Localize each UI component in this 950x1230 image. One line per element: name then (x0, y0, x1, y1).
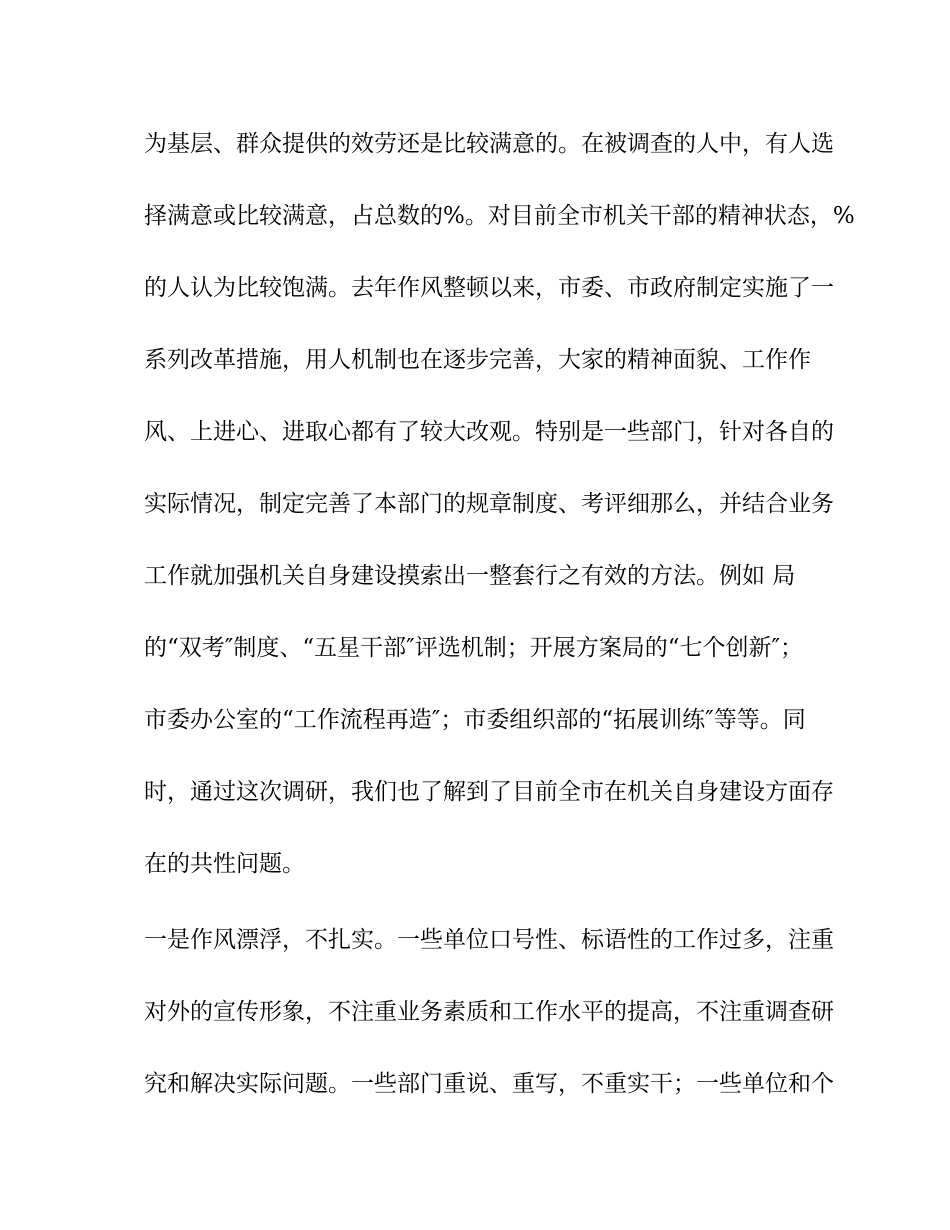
text-line: 系列改革措施，用人机制也在逐步完善，大家的精神面貌、工作作 (144, 347, 811, 373)
text-line: 究和解决实际问题。一些部门重说、重写，不重实干；一些单位和个 (144, 1071, 834, 1097)
text-line: 对外的宣传形象，不注重业务素质和工作水平的提高，不注重调查研 (144, 999, 834, 1025)
text-line: 时，通过这次调研，我们也了解到了目前全市在机关自身建设方面存 (144, 779, 834, 805)
text-line: 实际情况，制定完善了本部门的规章制度、考评细那么，并结合业务 (144, 491, 834, 517)
text-line: 的人认为比较饱满。去年作风整顿以来，市委、市政府制定实施了一 (144, 275, 834, 301)
text-line: 工作就加强机关自身建设摸索出一整套行之有效的方法。例如 局 (144, 563, 796, 589)
text-line: 一是作风漂浮，不扎实。一些单位口号性、标语性的工作过多，注重 (144, 927, 834, 953)
text-line: 择满意或比较满意，占总数的%。对目前全市机关干部的精神状态，% (144, 203, 855, 229)
text-line: 的“双考″制度、“五星干部″评选机制；开展方案局的“七个创新″； (144, 635, 804, 661)
text-line: 市委办公室的“工作流程再造″；市委组织部的“拓展训练″等等。同 (144, 707, 806, 733)
text-line: 为基层、群众提供的效劳还是比较满意的。在被调查的人中，有人选 (144, 131, 834, 157)
text-line-last: 在的共性问题。 (144, 851, 305, 877)
text-line: 风、上进心、进取心都有了较大改观。特别是一些部门，针对各自的 (144, 419, 834, 445)
